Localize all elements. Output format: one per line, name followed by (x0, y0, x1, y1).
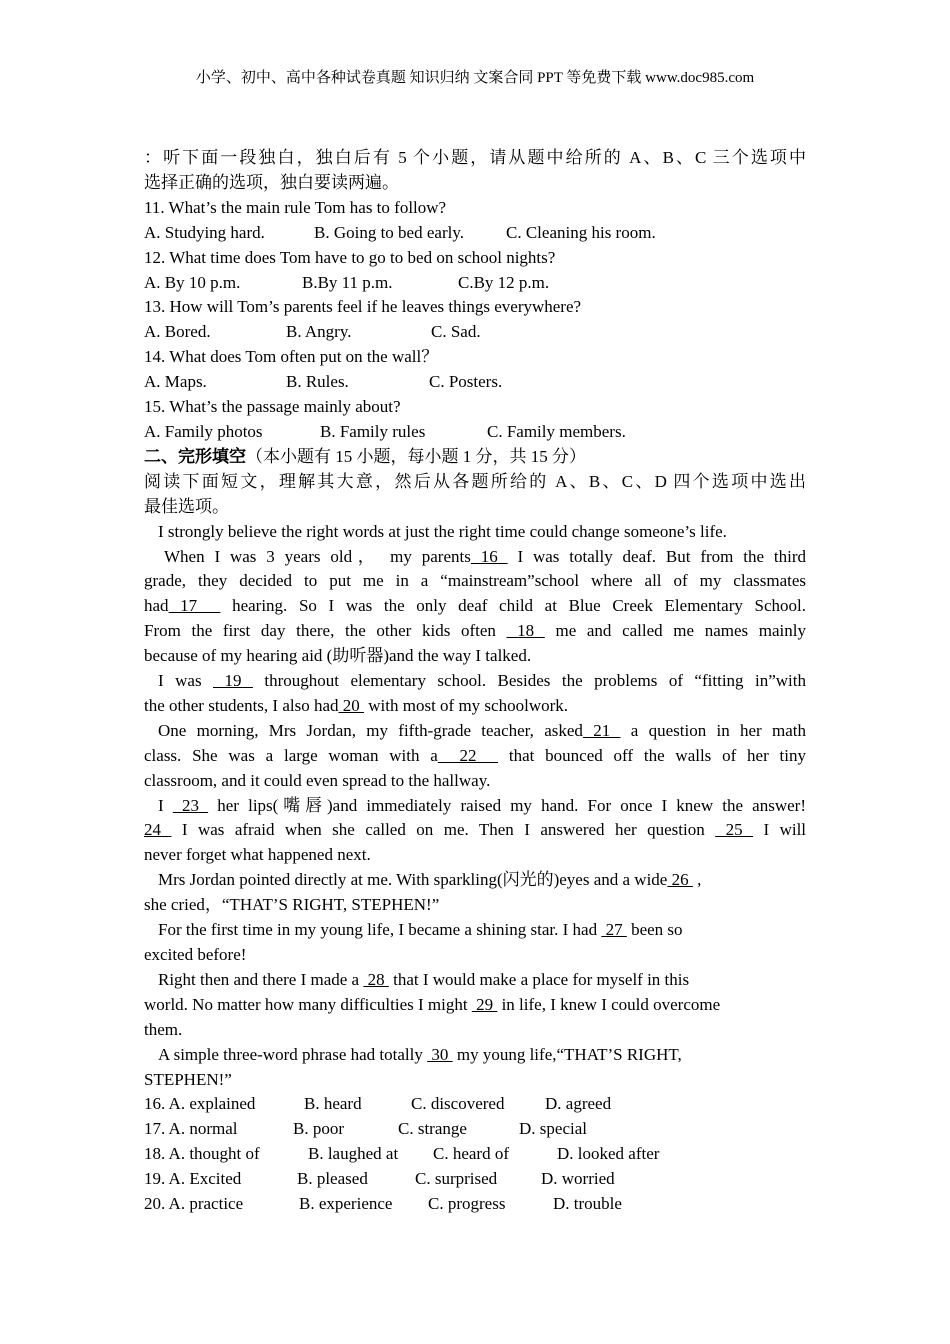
passage-line: From the first day there, the other kids often 18 me and called me names mainly (144, 621, 807, 641)
blank-17: 17 (168, 596, 221, 616)
blank-24: 24 (144, 820, 172, 840)
passage-line: never forget what happened next. (144, 845, 371, 865)
blank-27: 27 (601, 920, 627, 940)
passage-line: had 17 hearing. So I was the only deaf child at Blue Creek Elementary School. (144, 596, 806, 616)
passage-line: I was 19 throughout elementary school. Besides the problems of “fitting in”with (158, 671, 806, 691)
passage-line: excited before! (144, 945, 247, 964)
blank-25: 25 (715, 820, 754, 840)
option-c: C. Posters. (429, 372, 503, 392)
blank-19: 19 (213, 671, 253, 691)
cloze-instruction-cont: 最佳选项。 (144, 496, 229, 516)
passage-line: Mrs Jordan pointed directly at me. With sparkling(闪光的)eyes and a wide 26 , (158, 870, 702, 890)
listening-instruction: ：听下面一段独白，独白后有 5 个小题，请从题中给所的 A、B、C 三个选项中 (144, 148, 806, 167)
blank-21: 21 (582, 720, 621, 740)
passage-line: the other students, I also had 20 with most of my schoolwork. (144, 695, 569, 715)
passage-line: STEPHEN!” (144, 1069, 232, 1089)
option-d: D. special (519, 1119, 587, 1139)
passage-line: class. She was a large woman with a 22 that bounced off the walls of her tiny (144, 745, 807, 765)
passage-line: For the first time in my young life, I became a shining star. I had 27 been so (158, 920, 683, 940)
question-11: 11. What’s the main rule Tom has to follow? (144, 197, 447, 217)
option-a: A. By 10 p.m. (144, 272, 241, 292)
option-c: C. heard of (433, 1144, 510, 1164)
option-c: C. Sad. (431, 322, 481, 342)
blank-20: 20 (338, 695, 365, 715)
cloze-option-row (144, 1192, 806, 1217)
option-d: D. worried (541, 1169, 615, 1189)
option-a: 17. A. normal (144, 1119, 238, 1139)
cloze-option-row (144, 1142, 806, 1167)
passage-line: I 23 her lips(嘴唇)and immediately raised my hand. For once I knew the answer! (158, 795, 806, 815)
blank-16: 16 (470, 546, 508, 566)
option-a: 16. A. explained (144, 1094, 256, 1114)
option-a: A. Studying hard. (144, 222, 265, 242)
question-11-options (144, 221, 806, 246)
option-c: C. strange (398, 1119, 467, 1139)
passage-line: 24 I was afraid when she called on me. Then I answered her question 25 I will (144, 820, 807, 840)
blank-26: 26 (667, 870, 693, 890)
passage-line: because of my hearing aid (助听器)and the way I talked. (144, 646, 532, 666)
section-note: （本小题有 15 小题，每小题 1 分，共 15 分） (246, 446, 586, 466)
option-a: A. Family photos (144, 421, 263, 441)
option-b: B. experience (299, 1194, 393, 1214)
passage-line: she cried，“THAT’S RIGHT, STEPHEN!” (144, 895, 440, 915)
question-12: 12. What time does Tom have to go to bed on school nights? (144, 247, 556, 267)
question-14-options (144, 370, 806, 395)
cloze-option-row (144, 1092, 806, 1117)
option-c: C. progress (428, 1194, 506, 1214)
blank-23: 23 (172, 795, 209, 815)
option-b: B. Family rules (320, 421, 426, 441)
passage-line: One morning, Mrs Jordan, my fifth-grade teacher, asked 21 a question in her math (158, 720, 806, 740)
cloze-instruction: 阅读下面短文，理解其大意，然后从各题所给的 A、B、C、D 四个选项中选出 (144, 471, 806, 491)
passage-line: When I was 3 years old， my parents 16 I was totally deaf. But from the third (164, 546, 806, 566)
option-c: C. discovered (411, 1094, 505, 1114)
document-body (144, 146, 806, 1217)
option-d: D. trouble (553, 1194, 622, 1214)
passage-line: them. (144, 1019, 183, 1039)
option-a: 18. A. thought of (144, 1144, 260, 1164)
option-b: B. Going to bed early. (314, 222, 464, 242)
option-b: B.By 11 p.m. (302, 272, 393, 292)
section-title (144, 445, 806, 470)
option-c: C. Family members. (487, 421, 626, 441)
page-header: 小学、初中、高中各种试卷真题 知识归纳 文案合同 PPT 等免费下载 www.doc985.com (195, 70, 755, 86)
blank-28: 28 (363, 969, 389, 989)
listening-instruction-cont: 选择正确的选项，独白要读两遍。 (144, 172, 399, 192)
option-c: C.By 12 p.m. (458, 272, 550, 292)
question-13-options (144, 320, 806, 345)
blank-29: 29 (471, 994, 498, 1014)
blank-30: 30 (427, 1044, 453, 1064)
option-c: C. surprised (415, 1169, 498, 1189)
option-b: B. laughed at (308, 1144, 399, 1164)
question-15-options (144, 420, 806, 445)
question-13: 13. How will Tom’s parents feel if he leaves things everywhere? (144, 297, 582, 317)
option-b: B. Angry. (286, 322, 352, 342)
option-b: B. Rules. (286, 372, 349, 392)
section-heading: 二、完形填空 (144, 446, 246, 466)
option-a: A. Maps. (144, 372, 207, 392)
option-c: C. Cleaning his room. (506, 222, 656, 242)
passage-line: world. No matter how many difficulties I might 29 in life, I knew I could overcome (144, 994, 721, 1014)
passage-line: grade, they decided to put me in a “mainstream”school where all of my classmates (144, 571, 806, 591)
passage-line: I strongly believe the right words at just the right time could change someone’s life. (158, 521, 727, 541)
passage-line: Right then and there I made a 28 that I would make a place for myself in this (158, 969, 690, 989)
passage-line: A simple three-word phrase had totally 30 my young life,“THAT’S RIGHT, (158, 1044, 682, 1064)
option-d: D. looked after (557, 1144, 660, 1164)
question-14: 14. What does Tom often put on the wall？ (144, 347, 439, 367)
passage-line: classroom, and it could even spread to the hallway. (144, 770, 491, 790)
option-a: 20. A. practice (144, 1194, 244, 1214)
option-a: 19. A. Excited (144, 1169, 242, 1189)
option-b: B. poor (293, 1119, 344, 1139)
option-d: D. agreed (545, 1094, 612, 1114)
option-a: A. Bored. (144, 322, 211, 342)
cloze-option-row (144, 1117, 806, 1142)
option-b: B. heard (304, 1094, 362, 1114)
cloze-option-row (144, 1167, 806, 1192)
question-15: 15. What’s the passage mainly about? (144, 397, 401, 417)
question-12-options (144, 271, 806, 296)
blank-18: 18 (506, 621, 545, 641)
blank-22: 22 (437, 745, 499, 765)
option-b: B. pleased (297, 1169, 368, 1189)
